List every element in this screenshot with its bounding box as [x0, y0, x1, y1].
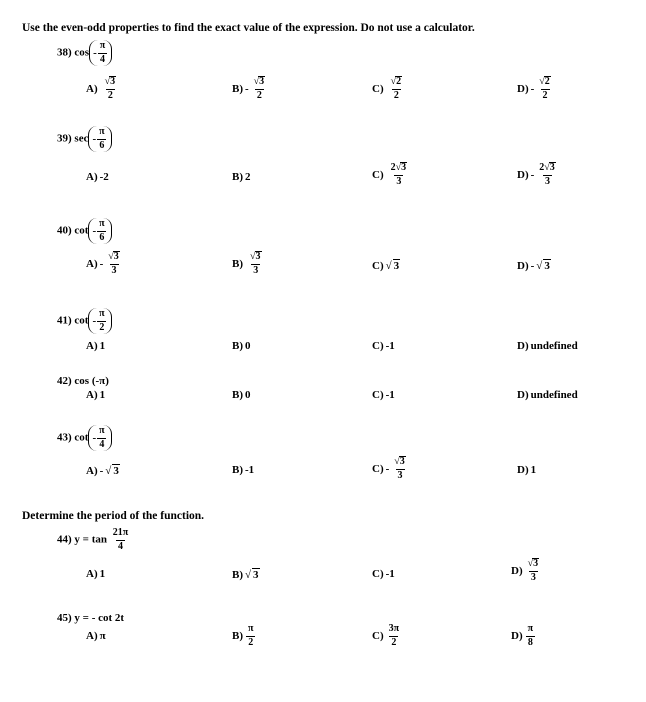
option-label: B) — [232, 82, 243, 95]
sign: - — [92, 315, 97, 327]
q45-option-a[interactable] — [86, 630, 106, 642]
option-label: A) — [86, 82, 98, 95]
q45-option-d[interactable] — [511, 624, 536, 648]
q43-option-d[interactable] — [517, 464, 536, 476]
fraction-numerator: 21π — [112, 527, 129, 538]
option-label: C) — [372, 462, 384, 475]
fraction-denominator: 2 — [107, 89, 113, 101]
sqrt-icon: √ — [527, 558, 534, 569]
question-42 — [57, 375, 109, 387]
question-number: 39) — [57, 132, 72, 145]
function-name: cot — [74, 431, 89, 444]
answer-fraction — [526, 558, 542, 583]
argument-fraction — [97, 309, 106, 333]
radicand: 2 — [396, 76, 402, 87]
option-label: A) — [86, 568, 98, 580]
function-name: cos — [74, 46, 90, 59]
option-value: 1 — [99, 568, 106, 580]
question-39 — [57, 126, 112, 152]
radicand: 3 — [259, 76, 265, 87]
sign: - — [385, 462, 390, 475]
question-number: 38) — [57, 46, 72, 59]
sqrt-icon: √ — [390, 76, 397, 87]
radicand: 2 — [544, 76, 550, 87]
sign: - — [92, 225, 97, 237]
fraction-denominator: 6 — [99, 231, 105, 243]
q44-option-c[interactable] — [372, 568, 395, 580]
option-label: D) — [511, 630, 523, 642]
option-label: D) — [517, 82, 529, 95]
option-label: C) — [372, 340, 384, 352]
argument-paren — [88, 126, 111, 152]
q40-option-a[interactable] — [86, 251, 123, 276]
q42-option-d[interactable] — [517, 389, 578, 401]
question-expression: cos (-π) — [74, 375, 109, 387]
radicand: 3 — [401, 162, 407, 173]
q41-option-b[interactable] — [232, 340, 251, 352]
fraction-denominator: 2 — [542, 89, 548, 101]
radicand: 3 — [113, 465, 119, 477]
question-44 — [57, 528, 131, 552]
option-label: D) — [517, 340, 529, 352]
q38-option-c[interactable] — [372, 76, 405, 101]
option-label: B) — [232, 340, 243, 352]
argument-fraction — [111, 528, 130, 552]
sign: - — [530, 168, 535, 181]
fraction-denominator: 3 — [530, 571, 536, 583]
answer-fraction — [526, 624, 535, 648]
option-value: -2 — [99, 171, 109, 183]
q38-option-a[interactable] — [86, 76, 119, 101]
sqrt-icon: √ — [105, 464, 112, 477]
fraction-denominator: 2 — [99, 321, 105, 333]
function-name: sec — [74, 132, 89, 145]
radicand: 3 — [549, 162, 555, 173]
argument-fraction — [97, 426, 106, 450]
fraction-denominator: 4 — [99, 438, 105, 450]
radicand: 3 — [533, 558, 539, 569]
answer-fraction — [246, 624, 255, 648]
option-value: 1 — [99, 340, 106, 352]
option-label: A) — [86, 389, 98, 401]
fraction-numerator: π — [248, 623, 254, 634]
q41-option-d[interactable] — [517, 340, 578, 352]
fraction-denominator: 3 — [396, 175, 402, 187]
argument-paren — [89, 40, 112, 66]
option-value: π — [99, 630, 106, 642]
radicand: 3 — [113, 251, 119, 262]
q41-option-a[interactable] — [86, 340, 105, 352]
fraction-denominator: 2 — [256, 89, 262, 101]
option-value: 2 — [245, 171, 251, 183]
option-label: C) — [372, 168, 384, 181]
coefficient: 2 — [539, 162, 545, 173]
fraction-denominator: 8 — [527, 636, 533, 648]
q40-option-d[interactable] — [517, 259, 551, 272]
fraction-denominator: 2 — [248, 636, 254, 648]
fraction-denominator: 2 — [393, 89, 399, 101]
q44-option-a[interactable] — [86, 568, 105, 580]
q43-option-a[interactable] — [86, 464, 120, 477]
coefficient: 2 — [390, 162, 396, 173]
question-number: 40) — [57, 224, 72, 237]
radicand: 3 — [399, 456, 405, 467]
sqrt-icon: √ — [395, 162, 402, 173]
q38-option-b[interactable] — [232, 76, 268, 101]
sign: - — [99, 464, 104, 477]
fraction-numerator: π — [99, 425, 105, 436]
argument-paren — [88, 218, 111, 244]
radicand: 3 — [393, 260, 400, 272]
fraction-numerator: π — [99, 126, 105, 137]
option-value: 1 — [99, 389, 106, 401]
question-40 — [57, 218, 112, 244]
instructions-heading: Use the even-odd properties to find the exact value of the expression. Do not use a calculator. — [22, 22, 475, 34]
option-label: D) — [517, 168, 529, 181]
option-label: D) — [511, 564, 523, 577]
sqrt-icon: √ — [394, 456, 400, 467]
answer-fraction — [106, 251, 122, 276]
fraction-numerator: 3π — [388, 623, 400, 634]
function-name: cot — [74, 224, 89, 237]
option-label: C) — [372, 389, 384, 401]
q38-option-d[interactable] — [517, 76, 554, 101]
sign: - — [245, 82, 249, 95]
fraction-denominator: 3 — [111, 264, 117, 276]
sqrt-icon: √ — [539, 76, 545, 87]
question-38 — [57, 40, 112, 66]
q44-option-d[interactable] — [511, 558, 542, 583]
fraction-denominator: 3 — [545, 175, 551, 187]
option-label: C) — [372, 82, 384, 95]
q45-option-c[interactable] — [372, 624, 402, 648]
option-value: undefined — [530, 389, 578, 401]
q40-option-c[interactable] — [372, 259, 400, 272]
argument-fraction — [98, 41, 107, 65]
radicand: 3 — [253, 569, 259, 581]
question-number: 42) — [57, 375, 72, 387]
option-value: undefined — [530, 340, 578, 352]
radicand: 3 — [544, 260, 550, 272]
answer-fraction — [389, 76, 405, 101]
question-41 — [57, 308, 112, 334]
answer-fraction — [392, 456, 408, 481]
option-label: C) — [372, 568, 384, 580]
option-label: D) — [517, 464, 529, 476]
fraction-numerator: π — [99, 218, 105, 229]
option-value: 0 — [245, 389, 251, 401]
option-label: C) — [372, 630, 384, 642]
q42-option-c[interactable] — [372, 389, 395, 401]
sqrt-icon: √ — [385, 259, 392, 272]
fraction-denominator: 3 — [253, 264, 259, 276]
sqrt-icon: √ — [544, 162, 550, 173]
option-value: 0 — [245, 340, 251, 352]
option-label: D) — [517, 259, 529, 272]
q42-option-b[interactable] — [232, 389, 251, 401]
fraction-numerator: π — [527, 623, 534, 634]
fraction-numerator: π — [99, 40, 106, 51]
question-45 — [57, 612, 124, 624]
fraction-numerator: π — [99, 308, 105, 319]
q43-option-c[interactable] — [372, 456, 409, 481]
sqrt-icon: √ — [253, 76, 260, 87]
option-label: B) — [232, 257, 243, 270]
question-43 — [57, 425, 112, 451]
function-name: cot — [74, 314, 89, 327]
option-label: B) — [232, 568, 243, 581]
argument-fraction — [97, 127, 106, 151]
sqrt-icon: √ — [245, 568, 252, 581]
q41-option-c[interactable] — [372, 340, 395, 352]
option-label: A) — [86, 630, 98, 642]
question-number: 44) — [57, 533, 72, 546]
answer-fraction — [248, 251, 264, 276]
q39-option-d[interactable] — [517, 162, 559, 187]
answer-fraction — [252, 76, 268, 101]
radicand: 3 — [255, 251, 261, 262]
option-value: -1 — [385, 389, 395, 401]
fraction-denominator: 6 — [99, 139, 105, 151]
option-label: B) — [232, 630, 243, 642]
sign: - — [530, 82, 535, 95]
q39-option-a[interactable] — [86, 171, 109, 183]
question-number: 45) — [57, 612, 72, 624]
fraction-denominator: 4 — [117, 540, 123, 552]
option-label: B) — [232, 389, 243, 401]
q45-option-b[interactable] — [232, 624, 256, 648]
sqrt-icon: √ — [250, 251, 256, 262]
argument-paren — [88, 308, 111, 334]
option-label: B) — [232, 171, 243, 183]
fraction-denominator: 4 — [100, 53, 105, 65]
sqrt-icon: √ — [108, 251, 114, 262]
sign: - — [93, 47, 97, 59]
question-number: 41) — [57, 314, 72, 327]
period-heading: Determine the period of the function. — [22, 510, 205, 522]
option-label: C) — [372, 259, 384, 272]
answer-fraction — [103, 76, 119, 101]
option-value: 1 — [530, 464, 537, 476]
option-label: A) — [86, 171, 98, 183]
sign: - — [530, 259, 535, 272]
sqrt-icon: √ — [536, 259, 543, 272]
question-expression: y = - cot 2t — [74, 612, 125, 624]
answer-fraction — [537, 76, 553, 101]
sqrt-icon: √ — [104, 76, 111, 87]
sign: - — [92, 432, 97, 444]
fraction-denominator: 3 — [397, 469, 403, 481]
option-label: D) — [517, 389, 529, 401]
q42-option-a[interactable] — [86, 389, 105, 401]
sign: - — [99, 257, 104, 270]
answer-fraction — [389, 162, 410, 187]
option-label: A) — [86, 464, 98, 477]
q43-option-b[interactable] — [232, 464, 254, 476]
option-value: -1 — [245, 464, 255, 476]
radicand: 3 — [110, 76, 116, 87]
argument-fraction — [97, 219, 106, 243]
q44-option-b[interactable] — [232, 568, 260, 581]
fraction-denominator: 2 — [391, 636, 397, 648]
option-value: -1 — [385, 340, 395, 352]
q39-option-c[interactable] — [372, 162, 410, 187]
q39-option-b[interactable] — [232, 171, 251, 183]
answer-fraction — [537, 162, 558, 187]
argument-paren — [88, 425, 111, 451]
option-value: -1 — [385, 568, 395, 580]
option-label: B) — [232, 464, 243, 476]
answer-fraction — [387, 624, 401, 648]
question-expression: y = tan — [74, 533, 107, 546]
q40-option-b[interactable] — [232, 251, 265, 276]
sign: - — [92, 133, 97, 145]
question-number: 43) — [57, 431, 72, 444]
option-label: A) — [86, 340, 98, 352]
option-label: A) — [86, 257, 98, 270]
